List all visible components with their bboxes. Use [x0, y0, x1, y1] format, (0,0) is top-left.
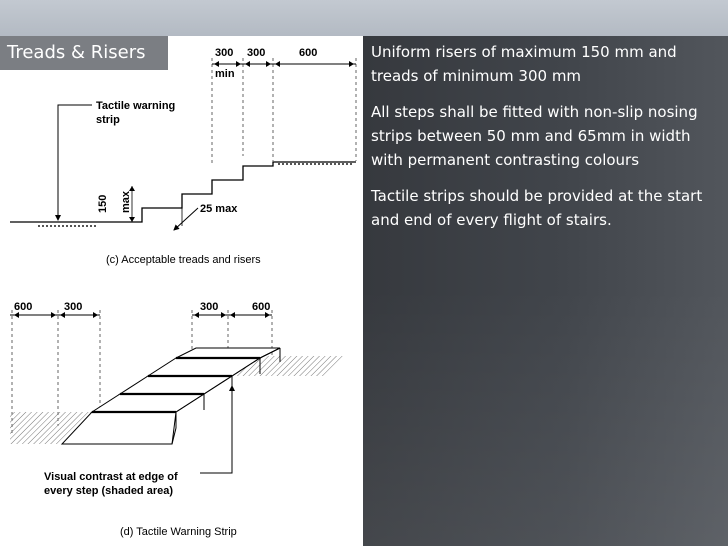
panel-highlight	[363, 286, 728, 546]
fig-d-dim-600-right: 600	[252, 301, 271, 313]
fig-d-dim-300-left: 300	[64, 301, 83, 313]
fig-d-contrast-label-2: every step (shaded area)	[44, 485, 174, 497]
figure-c	[10, 47, 356, 266]
stair-diagram-svg	[0, 36, 363, 546]
figure-d	[10, 301, 346, 538]
fig-d-caption: (d) Tactile Warning Strip	[120, 526, 237, 538]
top-bar	[0, 0, 728, 36]
slide-title: Treads & Risers	[0, 36, 168, 70]
fig-c-nosing: 25 max	[200, 203, 238, 215]
fig-c-riser-max: max	[120, 190, 132, 213]
slide-body	[371, 40, 721, 244]
stair-diagram	[0, 36, 363, 546]
fig-d-dim-300-right: 300	[200, 301, 219, 313]
fig-c-dim-300a: 300	[215, 47, 234, 59]
fig-c-riser-150: 150	[97, 194, 109, 213]
fig-d-dim-600-left: 600	[14, 301, 33, 313]
fig-c-dim-600: 600	[299, 47, 318, 59]
fig-d-contrast-label-1: Visual contrast at edge of	[44, 471, 178, 483]
fig-c-dim-300b: 300	[247, 47, 266, 59]
paragraph-tactile: Tactile strips should be provided at the start and end of every flight of stairs.	[371, 187, 703, 229]
fig-c-tactile-label-2: strip	[96, 114, 120, 126]
paragraph-nosing: All steps shall be fitted with non-slip nosing strips between 50 mm and 65mm in width with permanent contrasting colours	[371, 103, 698, 169]
fig-c-dim-min: min	[215, 68, 235, 80]
fig-c-caption: (c) Acceptable treads and risers	[106, 254, 261, 266]
paragraph-risers: Uniform risers of maximum 150 mm and treads of minimum 300 mm	[371, 43, 677, 85]
fig-c-tactile-label-1: Tactile warning	[96, 100, 176, 112]
